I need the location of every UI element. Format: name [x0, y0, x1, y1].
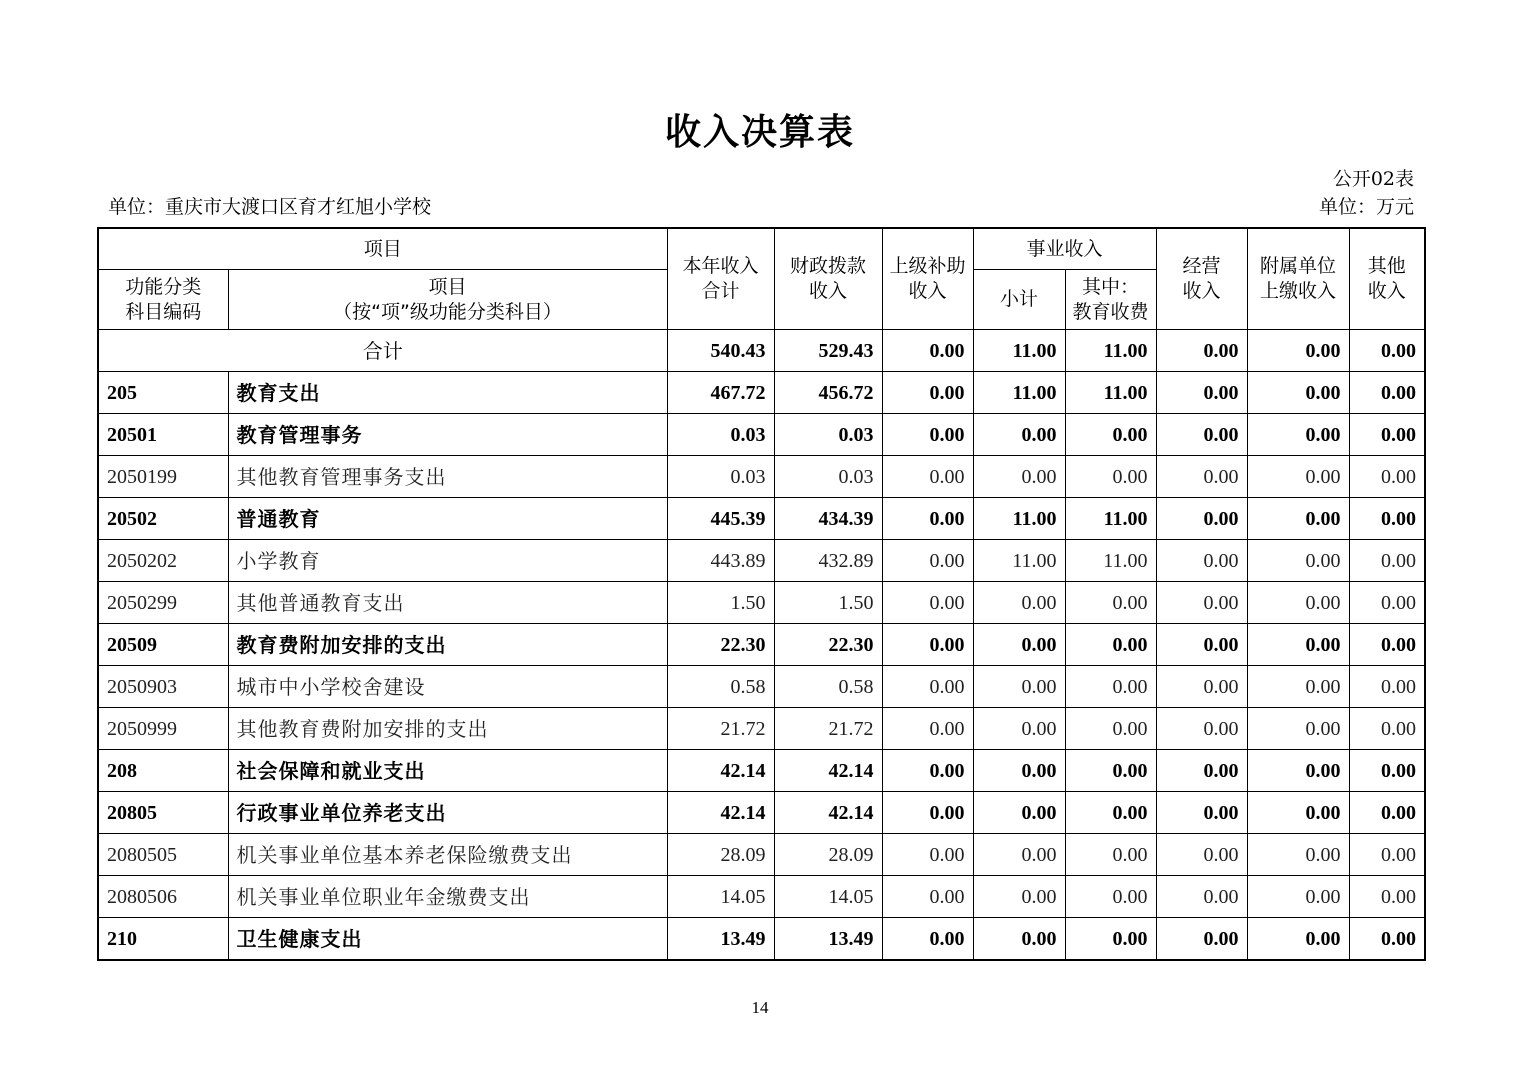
table-body: [98, 330, 1425, 961]
row-code: 2080506: [98, 876, 228, 918]
row-value: 0.00: [1156, 624, 1247, 666]
row-value: 11.00: [973, 498, 1065, 540]
row-code: 20501: [98, 414, 228, 456]
row-name: 其他普通教育支出: [228, 582, 667, 624]
row-name: 行政事业单位养老支出: [228, 792, 667, 834]
row-value: 0.00: [1247, 792, 1349, 834]
row-value: 1.50: [774, 582, 882, 624]
row-name: 机关事业单位基本养老保险缴费支出: [228, 834, 667, 876]
total-value: 0.00: [882, 330, 973, 372]
table-row: [98, 918, 1425, 961]
row-value: 0.00: [1247, 456, 1349, 498]
row-code: 20509: [98, 624, 228, 666]
row-value: 42.14: [774, 792, 882, 834]
table-row: [98, 414, 1425, 456]
row-value: 11.00: [1065, 372, 1156, 414]
row-value: 0.00: [1247, 372, 1349, 414]
row-value: 13.49: [667, 918, 774, 961]
row-value: 11.00: [973, 372, 1065, 414]
row-value: 0.00: [1156, 834, 1247, 876]
row-name: 其他教育费附加安排的支出: [228, 708, 667, 750]
row-value: 0.00: [1349, 666, 1425, 708]
form-number: 公开02表: [1332, 168, 1414, 190]
row-value: 0.00: [882, 918, 973, 961]
row-code: 205: [98, 372, 228, 414]
row-value: 0.00: [882, 876, 973, 918]
row-value: 0.00: [1247, 834, 1349, 876]
row-name: 小学教育: [228, 540, 667, 582]
row-name: 城市中小学校舍建设: [228, 666, 667, 708]
row-value: 0.00: [1156, 876, 1247, 918]
row-value: 0.00: [1349, 414, 1425, 456]
header-other-income: 其他 收入: [1349, 228, 1425, 330]
row-value: 11.00: [1065, 540, 1156, 582]
header-name: 项目 （按“项”级功能分类科目）: [228, 270, 667, 330]
row-value: 0.00: [1065, 708, 1156, 750]
table-header: [98, 228, 1425, 330]
row-value: 0.00: [882, 456, 973, 498]
row-code: 2050299: [98, 582, 228, 624]
row-value: 0.00: [882, 834, 973, 876]
row-code: 210: [98, 918, 228, 961]
row-value: 11.00: [1065, 498, 1156, 540]
row-value: 11.00: [973, 540, 1065, 582]
page-number: 14: [751, 998, 769, 1017]
header-superior-subsidy: 上级补助 收入: [882, 228, 973, 330]
row-value: 0.00: [1349, 540, 1425, 582]
table-row: [98, 750, 1425, 792]
row-value: 0.00: [882, 792, 973, 834]
table-row: [98, 708, 1425, 750]
organization-label: 单位：重庆市大渡口区育才红旭小学校: [108, 196, 432, 218]
row-value: 0.58: [774, 666, 882, 708]
total-value: 0.00: [1156, 330, 1247, 372]
row-value: 0.00: [1065, 750, 1156, 792]
row-value: 0.00: [1156, 750, 1247, 792]
row-value: 0.00: [1156, 582, 1247, 624]
row-value: 0.00: [1156, 414, 1247, 456]
row-value: 0.00: [1156, 792, 1247, 834]
row-value: 0.00: [1156, 372, 1247, 414]
row-value: 0.00: [973, 708, 1065, 750]
row-code: 2050199: [98, 456, 228, 498]
row-name: 社会保障和就业支出: [228, 750, 667, 792]
row-value: 22.30: [667, 624, 774, 666]
row-value: 0.00: [1247, 876, 1349, 918]
header-affiliated-income: 附属单位 上缴收入: [1247, 228, 1349, 330]
row-value: 0.00: [1065, 666, 1156, 708]
currency-unit-label: 单位：万元: [1318, 196, 1414, 218]
table-row: [98, 834, 1425, 876]
row-name: 教育支出: [228, 372, 667, 414]
row-value: 0.00: [882, 666, 973, 708]
row-value: 445.39: [667, 498, 774, 540]
row-value: 434.39: [774, 498, 882, 540]
row-value: 0.00: [882, 582, 973, 624]
table-row: [98, 666, 1425, 708]
row-value: 0.00: [1065, 582, 1156, 624]
row-value: 0.03: [667, 414, 774, 456]
row-value: 0.00: [973, 792, 1065, 834]
table-row: [98, 498, 1425, 540]
row-code: 2080505: [98, 834, 228, 876]
row-value: 467.72: [667, 372, 774, 414]
row-value: 0.00: [882, 414, 973, 456]
row-value: 0.00: [973, 456, 1065, 498]
row-name: 其他教育管理事务支出: [228, 456, 667, 498]
row-value: 0.00: [1065, 876, 1156, 918]
row-value: 0.00: [1156, 918, 1247, 961]
total-label: 合计: [98, 330, 667, 372]
table-row: [98, 540, 1425, 582]
row-value: 0.00: [1065, 456, 1156, 498]
row-value: 0.00: [973, 876, 1065, 918]
row-value: 0.00: [1247, 582, 1349, 624]
header-code: 功能分类 科目编码: [98, 270, 228, 330]
row-value: 0.00: [1349, 792, 1425, 834]
table-row: [98, 876, 1425, 918]
row-value: 0.00: [1247, 708, 1349, 750]
row-value: 0.03: [667, 456, 774, 498]
row-name: 机关事业单位职业年金缴费支出: [228, 876, 667, 918]
row-value: 0.00: [1065, 792, 1156, 834]
row-value: 456.72: [774, 372, 882, 414]
row-value: 42.14: [667, 792, 774, 834]
page-title: 收入决算表: [664, 112, 855, 153]
row-value: 0.00: [973, 666, 1065, 708]
row-value: 0.00: [882, 498, 973, 540]
row-code: 20502: [98, 498, 228, 540]
row-value: 0.00: [973, 750, 1065, 792]
header-item-group: 项目: [98, 228, 667, 270]
row-value: 0.00: [1349, 834, 1425, 876]
header-fiscal-income: 财政拨款 收入: [774, 228, 882, 330]
table-row: [98, 792, 1425, 834]
row-value: 0.00: [1247, 498, 1349, 540]
row-value: 14.05: [774, 876, 882, 918]
row-value: 0.00: [1156, 540, 1247, 582]
row-value: 0.00: [1349, 456, 1425, 498]
row-value: 0.00: [1247, 918, 1349, 961]
header-total-income: 本年收入 合计: [667, 228, 774, 330]
row-value: 0.03: [774, 456, 882, 498]
row-value: 0.00: [973, 624, 1065, 666]
total-value: 540.43: [667, 330, 774, 372]
row-value: 0.00: [1349, 918, 1425, 961]
header-operating-income: 经营 收入: [1156, 228, 1247, 330]
row-value: 432.89: [774, 540, 882, 582]
row-value: 0.00: [1065, 918, 1156, 961]
row-value: 0.00: [1156, 498, 1247, 540]
row-value: 1.50: [667, 582, 774, 624]
income-report-table: [97, 227, 1426, 961]
total-value: 11.00: [973, 330, 1065, 372]
row-value: 0.00: [882, 540, 973, 582]
row-value: 42.14: [774, 750, 882, 792]
row-value: 0.00: [1349, 708, 1425, 750]
row-value: 0.00: [1349, 624, 1425, 666]
row-value: 0.00: [1349, 582, 1425, 624]
table-row: [98, 582, 1425, 624]
row-name: 教育费附加安排的支出: [228, 624, 667, 666]
header-subtotal: 小计: [973, 270, 1065, 330]
row-value: 0.00: [882, 372, 973, 414]
row-value: 0.00: [1247, 750, 1349, 792]
row-value: 21.72: [774, 708, 882, 750]
table-row: [98, 624, 1425, 666]
row-value: 28.09: [774, 834, 882, 876]
row-code: 208: [98, 750, 228, 792]
row-code: 20805: [98, 792, 228, 834]
row-value: 0.00: [1156, 708, 1247, 750]
row-value: 0.00: [882, 708, 973, 750]
table-row: [98, 456, 1425, 498]
row-value: 0.00: [1349, 876, 1425, 918]
row-value: 0.00: [1349, 372, 1425, 414]
row-value: 0.00: [973, 918, 1065, 961]
row-value: 0.00: [1065, 834, 1156, 876]
total-value: 0.00: [1247, 330, 1349, 372]
row-value: 0.58: [667, 666, 774, 708]
row-value: 0.00: [1247, 624, 1349, 666]
row-value: 0.00: [1247, 414, 1349, 456]
row-name: 教育管理事务: [228, 414, 667, 456]
row-code: 2050202: [98, 540, 228, 582]
row-name: 卫生健康支出: [228, 918, 667, 961]
row-value: 0.00: [1156, 666, 1247, 708]
row-value: 0.00: [1065, 624, 1156, 666]
row-value: 0.00: [1349, 498, 1425, 540]
header-education-fee: 其中： 教育收费: [1065, 270, 1156, 330]
row-value: 42.14: [667, 750, 774, 792]
row-code: 2050903: [98, 666, 228, 708]
row-value: 0.00: [1349, 750, 1425, 792]
row-value: 0.00: [1247, 666, 1349, 708]
table-row: [98, 372, 1425, 414]
header-business-income-group: 事业收入: [973, 228, 1156, 270]
row-value: 0.00: [973, 414, 1065, 456]
total-value: 529.43: [774, 330, 882, 372]
row-value: 22.30: [774, 624, 882, 666]
row-code: 2050999: [98, 708, 228, 750]
total-value: 0.00: [1349, 330, 1425, 372]
row-value: 0.00: [1247, 540, 1349, 582]
row-value: 0.00: [1156, 456, 1247, 498]
row-value: 28.09: [667, 834, 774, 876]
row-value: 0.00: [1065, 414, 1156, 456]
row-value: 0.03: [774, 414, 882, 456]
row-value: 0.00: [973, 834, 1065, 876]
total-row: [98, 330, 1425, 372]
row-value: 0.00: [882, 624, 973, 666]
total-value: 11.00: [1065, 330, 1156, 372]
row-name: 普通教育: [228, 498, 667, 540]
row-value: 0.00: [882, 750, 973, 792]
row-value: 14.05: [667, 876, 774, 918]
row-value: 21.72: [667, 708, 774, 750]
row-value: 443.89: [667, 540, 774, 582]
row-value: 13.49: [774, 918, 882, 961]
row-value: 0.00: [973, 582, 1065, 624]
